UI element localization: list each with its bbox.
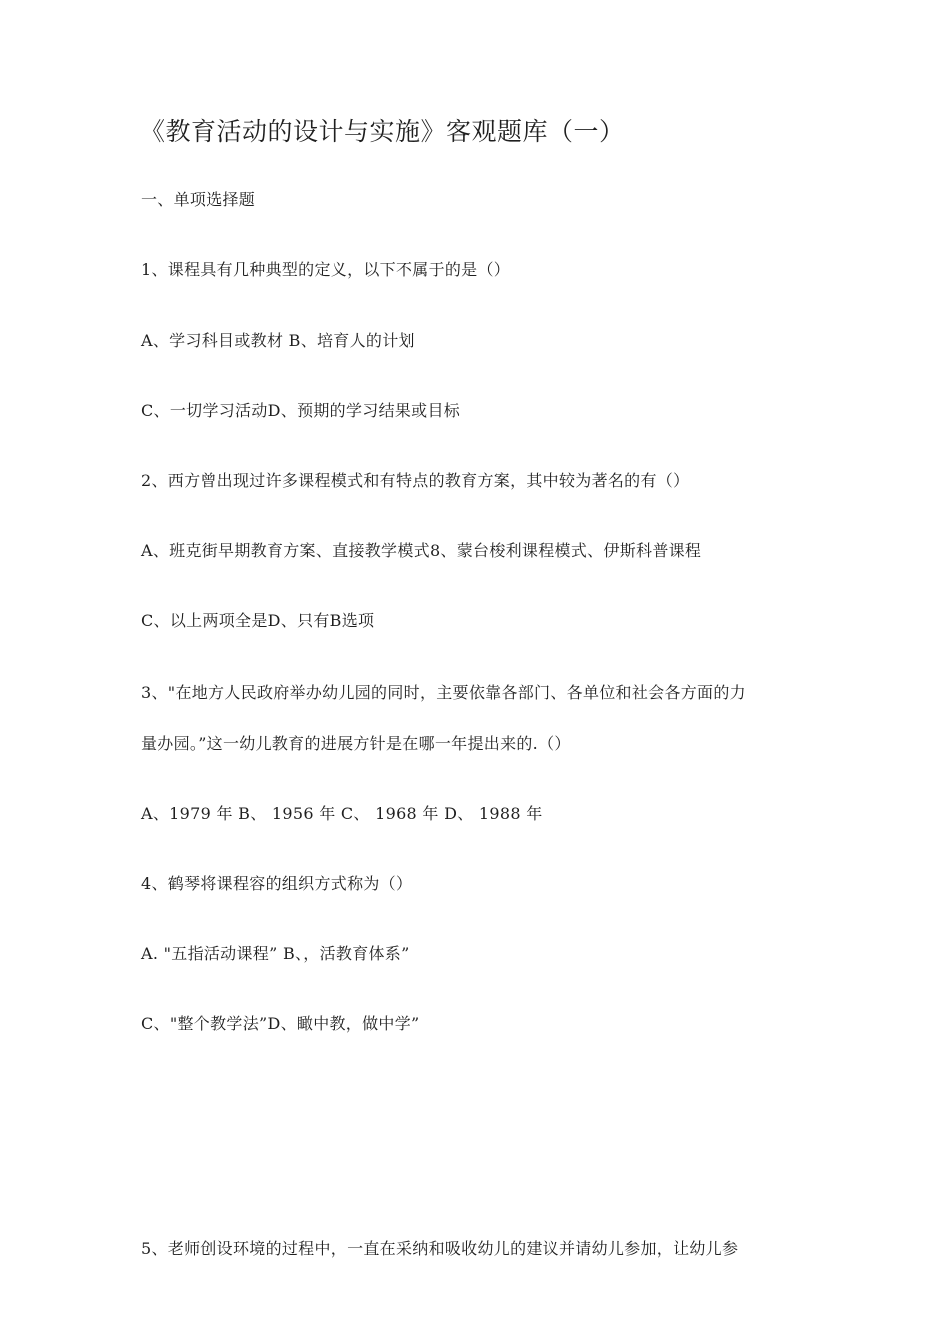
question-1-option-line: A、学习科目或教材 B、培育人的计划: [141, 331, 415, 350]
section-heading: 一、单项选择题: [141, 190, 256, 209]
question-5-stem: 5、老师创设环境的过程中，一直在采纳和吸收幼儿的建议并请幼儿参加，让幼儿参: [141, 1239, 739, 1258]
question-4-stem: 4、鹤琴将课程容的组织方式称为（）: [141, 874, 413, 893]
document-title: 《教育活动的设计与实施》客观题库（一）: [140, 117, 625, 146]
question-3-stem-continued: 量办园。”这一幼儿教育的进展方针是在哪一年提出来的.（）: [141, 734, 571, 753]
question-3-stem: 3、"在地方人民政府举办幼儿园的同时，主要依靠各部门、各单位和社会各方面的力: [141, 683, 746, 702]
question-1-option-line: C、一切学习活动D、预期的学习结果或目标: [141, 401, 461, 420]
question-2-option-line: C、以上两项全是D、只有B选项: [141, 611, 375, 630]
question-3-option-line: A、1979 年 B、 1956 年 C、 1968 年 D、 1988 年: [141, 804, 543, 823]
question-4-option-line: A. "五指活动课程” B、，活教育体系”: [141, 944, 410, 963]
question-2-option-line: A、班克街早期教育方案、直接教学模式8、蒙台梭利课程模式、伊斯科普课程: [141, 541, 702, 560]
question-2-stem: 2、西方曾出现过许多课程模式和有特点的教育方案，其中较为著名的有（）: [141, 471, 690, 490]
question-4-option-line: C、"整个教学法”D、瞰中教，做中学”: [141, 1014, 420, 1033]
question-1-stem: 1、课程具有几种典型的定义，以下不属于的是（）: [141, 260, 511, 279]
